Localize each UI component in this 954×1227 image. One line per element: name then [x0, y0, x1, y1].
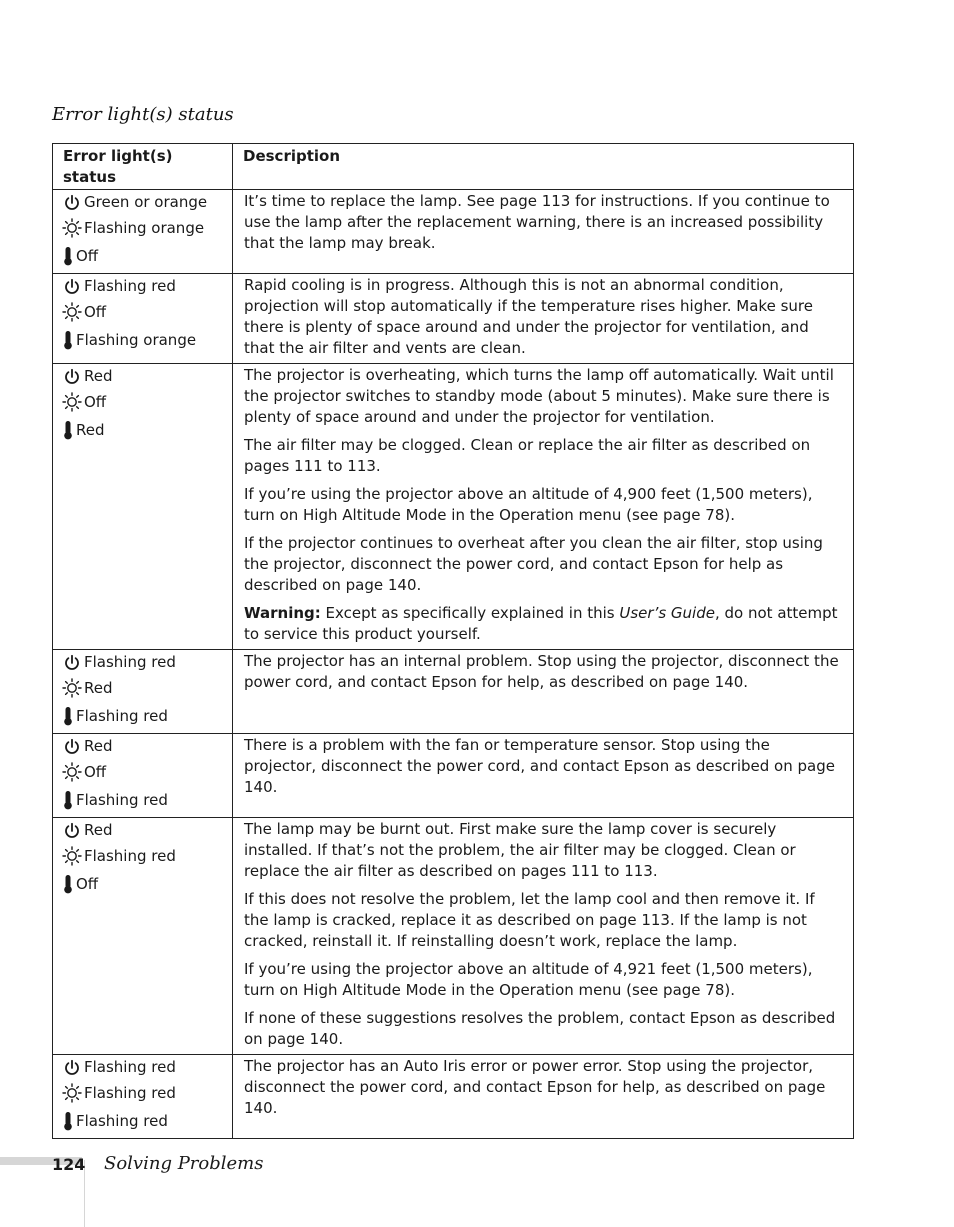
description-paragraph: There is a problem with the fan or temperature sensor. Stop using the projector, disconnect the power cord, and contact Epson as described on page 140.: [244, 736, 835, 796]
description-paragraph: It’s time to replace the lamp. See page 113 for instructions. If you continue to use the lamp after the replacement warning, there is an increased possibility that the lamp may break.: [244, 192, 830, 252]
description-cell: [233, 734, 854, 818]
power-icon: [62, 1058, 82, 1078]
description-cell: [233, 650, 854, 734]
description-paragraph: The lamp may be burnt out. First make sure the lamp cover is securely installed. If that’s not the problem, the air filter may be clogged. Clean or replace the air filter as described on pages 111 to 113.: [244, 820, 796, 880]
lamp-icon: [62, 1083, 82, 1103]
temp-light-status: [62, 870, 228, 898]
lamp-light-status: [62, 298, 228, 326]
table-row: [53, 734, 854, 818]
description-paragraph: [244, 484, 843, 526]
thermometer-icon: [62, 874, 74, 894]
power-icon: [62, 277, 82, 297]
power-icon: [62, 367, 82, 387]
description-paragraph: If the projector continues to overheat after you clean the air filter, stop using the projector, disconnect the power cord, and contact Epson for help as described on page 140.: [244, 534, 823, 594]
setting-name: High Altitude Mode: [303, 981, 447, 999]
description-cell: [233, 818, 854, 1055]
temp-light-status: [62, 326, 228, 354]
description-paragraph: [244, 959, 843, 1001]
power-icon: [62, 653, 82, 673]
description-paragraph: The projector is overheating, which turns the lamp off automatically. Wait until the projector switches to standby mode (about 5 minutes). Make sure there is plenty of space around and under the projector for ventilation.: [244, 366, 834, 426]
temp-light-label: Off: [76, 246, 99, 265]
temp-light-label: Flashing orange: [76, 330, 197, 349]
description-cell: [233, 364, 854, 650]
lamp-light-status: [62, 674, 228, 702]
thermometer-icon: [62, 1111, 74, 1131]
power-light-label: Flashing red: [84, 277, 176, 295]
status-cell: [53, 190, 233, 274]
power-light-status: [62, 275, 228, 298]
error-lights-table: [52, 143, 854, 1139]
description-paragraph: If this does not resolve the problem, let the lamp cool and then remove it. If the lamp is cracked, replace it as described on page 113. If the lamp is not cracked, reinstall it. If reinstalling doesn’t work, replace the lamp.: [244, 890, 815, 950]
thermometer-icon: [62, 790, 74, 810]
temp-light-label: Flashing red: [76, 706, 168, 725]
description-paragraph: Rapid cooling is in progress. Although this is not an abnormal condition, projection will stop automatically if the temperature rises higher. Make sure there is plenty of space around and under the projector for ventilation, and that the air filter and vents are clean.: [244, 276, 813, 357]
status-cell: [53, 1055, 233, 1139]
lamp-icon: [62, 302, 82, 322]
lamp-icon: [62, 218, 82, 238]
description-paragraph: [244, 603, 843, 645]
thermometer-icon: [62, 420, 74, 440]
table-row: [53, 1055, 854, 1139]
status-cell: [53, 650, 233, 734]
table-row: [53, 274, 854, 364]
lamp-light-label: Flashing red: [84, 846, 176, 865]
power-light-label: Flashing red: [84, 1058, 176, 1076]
paragraph-text: Except as specifically explained in this: [320, 604, 620, 622]
lamp-icon: [62, 846, 82, 866]
power-light-label: Flashing red: [84, 653, 176, 671]
section-title: Error light(s) status: [52, 104, 234, 125]
temp-light-status: [62, 786, 228, 814]
power-icon: [62, 193, 82, 213]
power-light-status: [62, 819, 228, 842]
lamp-light-label: Flashing red: [84, 1083, 176, 1102]
table-row: [53, 364, 854, 650]
description-paragraph: The projector has an internal problem. Stop using the projector, disconnect the power cord, and contact Epson for help, as described on page 140.: [244, 652, 839, 691]
description-cell: [233, 190, 854, 274]
lamp-icon: [62, 762, 82, 782]
power-icon: [62, 737, 82, 757]
power-light-label: Red: [84, 367, 113, 385]
lamp-light-label: Off: [84, 762, 107, 781]
power-light-label: Green or orange: [84, 193, 208, 211]
table-header-row: [53, 144, 854, 190]
chapter-title: Solving Problems: [104, 1153, 264, 1174]
temp-light-label: Flashing red: [76, 790, 168, 809]
description-cell: [233, 274, 854, 364]
temp-light-status: [62, 242, 228, 270]
temp-light-status: [62, 702, 228, 730]
lamp-icon: [62, 392, 82, 412]
status-cell: [53, 734, 233, 818]
status-cell: [53, 364, 233, 650]
power-light-status: [62, 651, 228, 674]
header-status: Error light(s) status: [53, 144, 233, 190]
lamp-light-status: [62, 388, 228, 416]
power-icon: [62, 821, 82, 841]
description-paragraph: The air filter may be clogged. Clean or replace the air filter as described on pages 111 to 113.: [244, 436, 811, 475]
lamp-light-label: Red: [84, 678, 113, 697]
thermometer-icon: [62, 706, 74, 726]
header-description: Description: [233, 144, 854, 190]
thermometer-icon: [62, 330, 74, 350]
description-paragraph: If none of these suggestions resolves the problem, contact Epson as described on page 140.: [244, 1009, 836, 1048]
temp-light-status: [62, 416, 228, 444]
temp-light-label: Off: [76, 874, 99, 893]
setting-name: High Altitude Mode: [303, 506, 447, 524]
temp-light-label: Flashing red: [76, 1111, 168, 1130]
power-light-label: Red: [84, 737, 113, 755]
table-row: [53, 818, 854, 1055]
power-light-status: [62, 365, 228, 388]
page-number: 124: [52, 1155, 86, 1174]
paragraph-text: If you’re using the projector above an altitude of 4,921 feet (1,500 meters), turn on: [244, 960, 813, 999]
guide-title: User’s Guide: [619, 604, 715, 622]
paragraph-text: , do not attempt to service this product yourself.: [244, 604, 838, 643]
power-light-status: [62, 191, 228, 214]
table-row: [53, 190, 854, 274]
paragraph-text: If you’re using the projector above an altitude of 4,900 feet (1,500 meters), turn on: [244, 485, 813, 524]
status-cell: [53, 818, 233, 1055]
power-light-label: Red: [84, 821, 113, 839]
warning-label: Warning:: [244, 604, 321, 622]
description-cell: [233, 1055, 854, 1139]
power-light-status: [62, 735, 228, 758]
lamp-icon: [62, 678, 82, 698]
lamp-light-label: Off: [84, 302, 107, 321]
power-light-status: [62, 1056, 228, 1079]
lamp-light-label: Off: [84, 392, 107, 411]
lamp-light-status: [62, 842, 228, 870]
description-paragraph: The projector has an Auto Iris error or power error. Stop using the projector, disconnect the power cord, and contact Epson for help, as described on page 140.: [244, 1057, 826, 1117]
table-row: [53, 650, 854, 734]
temp-light-status: [62, 1107, 228, 1135]
lamp-light-label: Flashing orange: [84, 218, 205, 237]
lamp-light-status: [62, 214, 228, 242]
lamp-light-status: [62, 758, 228, 786]
status-cell: [53, 274, 233, 364]
paragraph-text: in the Operation menu (see page 78).: [446, 981, 735, 999]
thermometer-icon: [62, 246, 74, 266]
lamp-light-status: [62, 1079, 228, 1107]
paragraph-text: in the Operation menu (see page 78).: [446, 506, 735, 524]
temp-light-label: Red: [76, 420, 105, 439]
